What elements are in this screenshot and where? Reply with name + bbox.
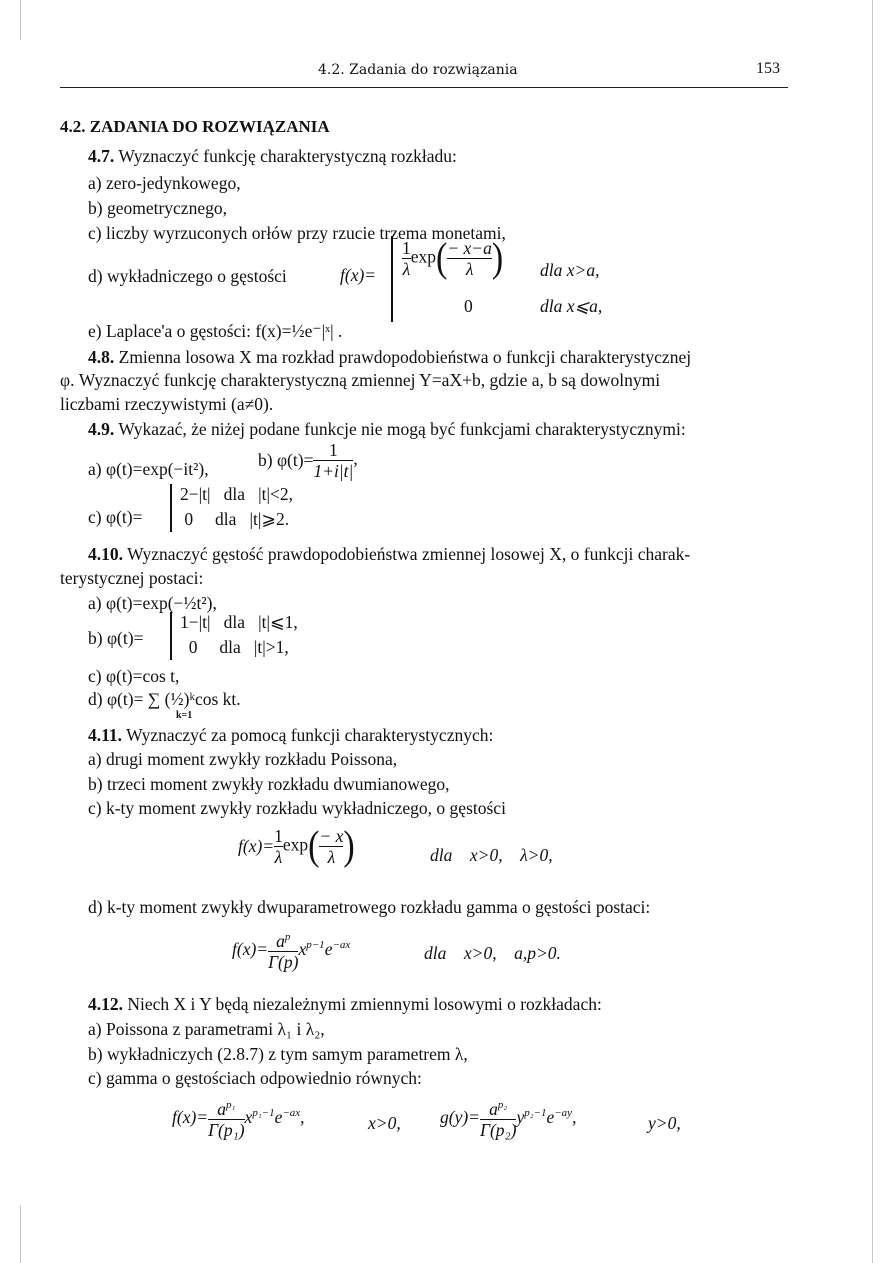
item-4-7-a: a) zero-jedynkowego, [88,173,241,193]
gy-condition: y>0, [648,1113,681,1133]
gamma-density-gy: g(y)= $\frac{a^{p_2}}{\text{Γ(p₂)}}$ $y^{p_2-1}e^{-ay}$, [440,1098,577,1140]
problem-text: Wyznaczyć funkcję charakterystyczną rozkładu: [118,146,457,166]
item-4-11-d: d) k-ty moment zwykły dwuparametrowego rozkładu gamma o gęstości postaci: [88,897,651,917]
right-paren: ) [491,235,504,281]
problem-4-11 [88,724,493,746]
problem-number: 4.7. [88,146,115,166]
problem-text: Wyznaczyć gęstość prawdopodobieństwa zmiennej losowej X, o funkcji charak- [127,544,691,564]
problem-4-8-line1 [88,346,691,368]
problem-4-10-line2: terystycznej postaci: [60,568,204,588]
item-4-7-b: b) geometrycznego, [88,198,227,218]
item-4-9-c-row1: 2−|t| dla |t|<2, [180,484,293,504]
problem-number: 4.9. [88,419,115,439]
running-title: 4.2. Zadania do rozwiązania [318,62,518,78]
case-2-value: 0 [464,296,473,316]
item-4-9-b-fraction: $\frac{1}{1+i|t|}$ [313,440,354,481]
item-4-10-b-row2: 0 dla |t|>1, [180,637,289,657]
problem-number: 4.11. [88,725,123,745]
fraction-one-over-lambda: $\frac{1}{\lambda}$ [402,238,411,279]
page-number: 153 [756,60,780,77]
item-4-9-a: a) φ(t)=exp(−it²), [88,459,209,479]
problem-number: 4.8. [88,347,115,367]
item-4-7-e: e) Laplace'a o gęstości: f(x)=½e⁻|ˣ| . [88,321,343,341]
problem-text: Wykazać, że niżej podane funkcje nie mogą być funkcjami charakterystycznymi: [118,419,686,439]
case-1-condition: dla x>a, [540,260,600,280]
item-4-7-d-label: d) wykładniczego o gęstości [88,266,287,286]
gamma-density-fx: f(x)= $\frac{a^{p_1}}{\text{Γ(p₁)}}$ $x^{p_1-1}e^{-ax}$, [172,1098,305,1140]
left-paren: ( [436,235,448,281]
item-4-12-a: a) Poissona z parametrami λ₁ i λ₂, [88,1019,325,1039]
problem-text: Wyznaczyć za pomocą funkcji charakterystycznych: [126,725,494,745]
gamma-density-formula: f(x)= $\frac{a^p}{\Gamma(p)}$ $x^{p-1}e^{-ax}$ [232,930,351,972]
section-title: 4.2. ZADANIA DO ROZWIĄZANIA [60,117,330,136]
item-4-12-b: b) wykładniczych (2.8.7) z tym samym parametrem λ, [88,1044,468,1064]
item-4-11-b: b) trzeci moment zwykły rozkładu dwumianowego, [88,774,450,794]
item-4-7-c: c) liczby wyrzuconych orłów przy rzucie trzema monetami, [88,223,506,243]
item-4-9-b-lhs: b) φ(t)= [258,450,314,470]
item-4-10-b-row1: 1−|t| dla |t|⩽1, [180,612,298,632]
cases-brace [170,612,180,660]
cases-brace [170,484,180,532]
problem-4-12 [88,993,602,1015]
item-4-10-d: d) φ(t)= ∑ (½)ᵏcos kt. [88,689,241,709]
case-2-condition: dla x⩽a, [540,296,603,316]
fx-condition: x>0, [368,1113,401,1133]
problem-4-8-line3: liczbami rzeczywistymi (a≠0). [60,394,274,414]
problem-number: 4.10. [88,544,123,564]
item-4-7-d-lhs: f(x)= [340,265,377,285]
item-4-11-a: a) drugi moment zwykły rozkładu Poissona, [88,749,398,769]
sum-index: k=1 [176,710,193,721]
gamma-condition: dla x>0, a,p>0. [424,943,561,963]
problem-4-9 [88,418,686,440]
item-4-9-c-lhs: c) φ(t)= [88,507,143,527]
problem-text: Niech X i Y będą niezależnymi zmiennymi losowymi o rozkładach: [127,994,602,1014]
problem-4-7 [88,145,457,167]
item-4-12-c: c) gamma o gęstościach odpowiednio równych: [88,1068,422,1088]
exponential-condition: dla x>0, λ>0, [430,845,553,865]
density-expression: $\frac{1}{\lambda}$ exp( $\frac{- x-a}{\lambda}$ ) [402,235,504,281]
item-4-9-b: b) φ(t)= $\frac{1}{1+i|t|}$ , [258,440,358,481]
problem-text: Zmienna losowa X ma rozkład prawdopodobieństwa o funkcji charakterystycznej [118,347,692,367]
item-4-10-b-lhs: b) φ(t)= [88,628,144,648]
left-page-edge [20,0,21,40]
item-4-9-c-row2: 0 dla |t|⩾2. [180,509,290,529]
item-4-10-a: a) φ(t)=exp(−½t²), [88,593,217,613]
left-page-edge-lower [20,1205,21,1263]
problem-4-10-line1 [88,543,690,565]
right-page-edge [872,0,873,1263]
exponential-density-formula: f(x)= $\frac{1}{\lambda}$ exp( $\frac{- x}{\lambda}$ ) [238,823,355,869]
problem-4-8-line2: φ. Wyznaczyć funkcję charakterystyczną zmiennej Y=aX+b, gdzie a, b są dowolnymi [60,370,661,390]
exponent-fraction: $\frac{- x-a}{\lambda}$ [447,238,492,279]
problem-number: 4.12. [88,994,123,1014]
header-rule [60,87,788,88]
item-4-10-c: c) φ(t)=cos t, [88,666,180,686]
item-4-11-c: c) k-ty moment zwykły rozkładu wykładniczego, o gęstości [88,798,506,818]
